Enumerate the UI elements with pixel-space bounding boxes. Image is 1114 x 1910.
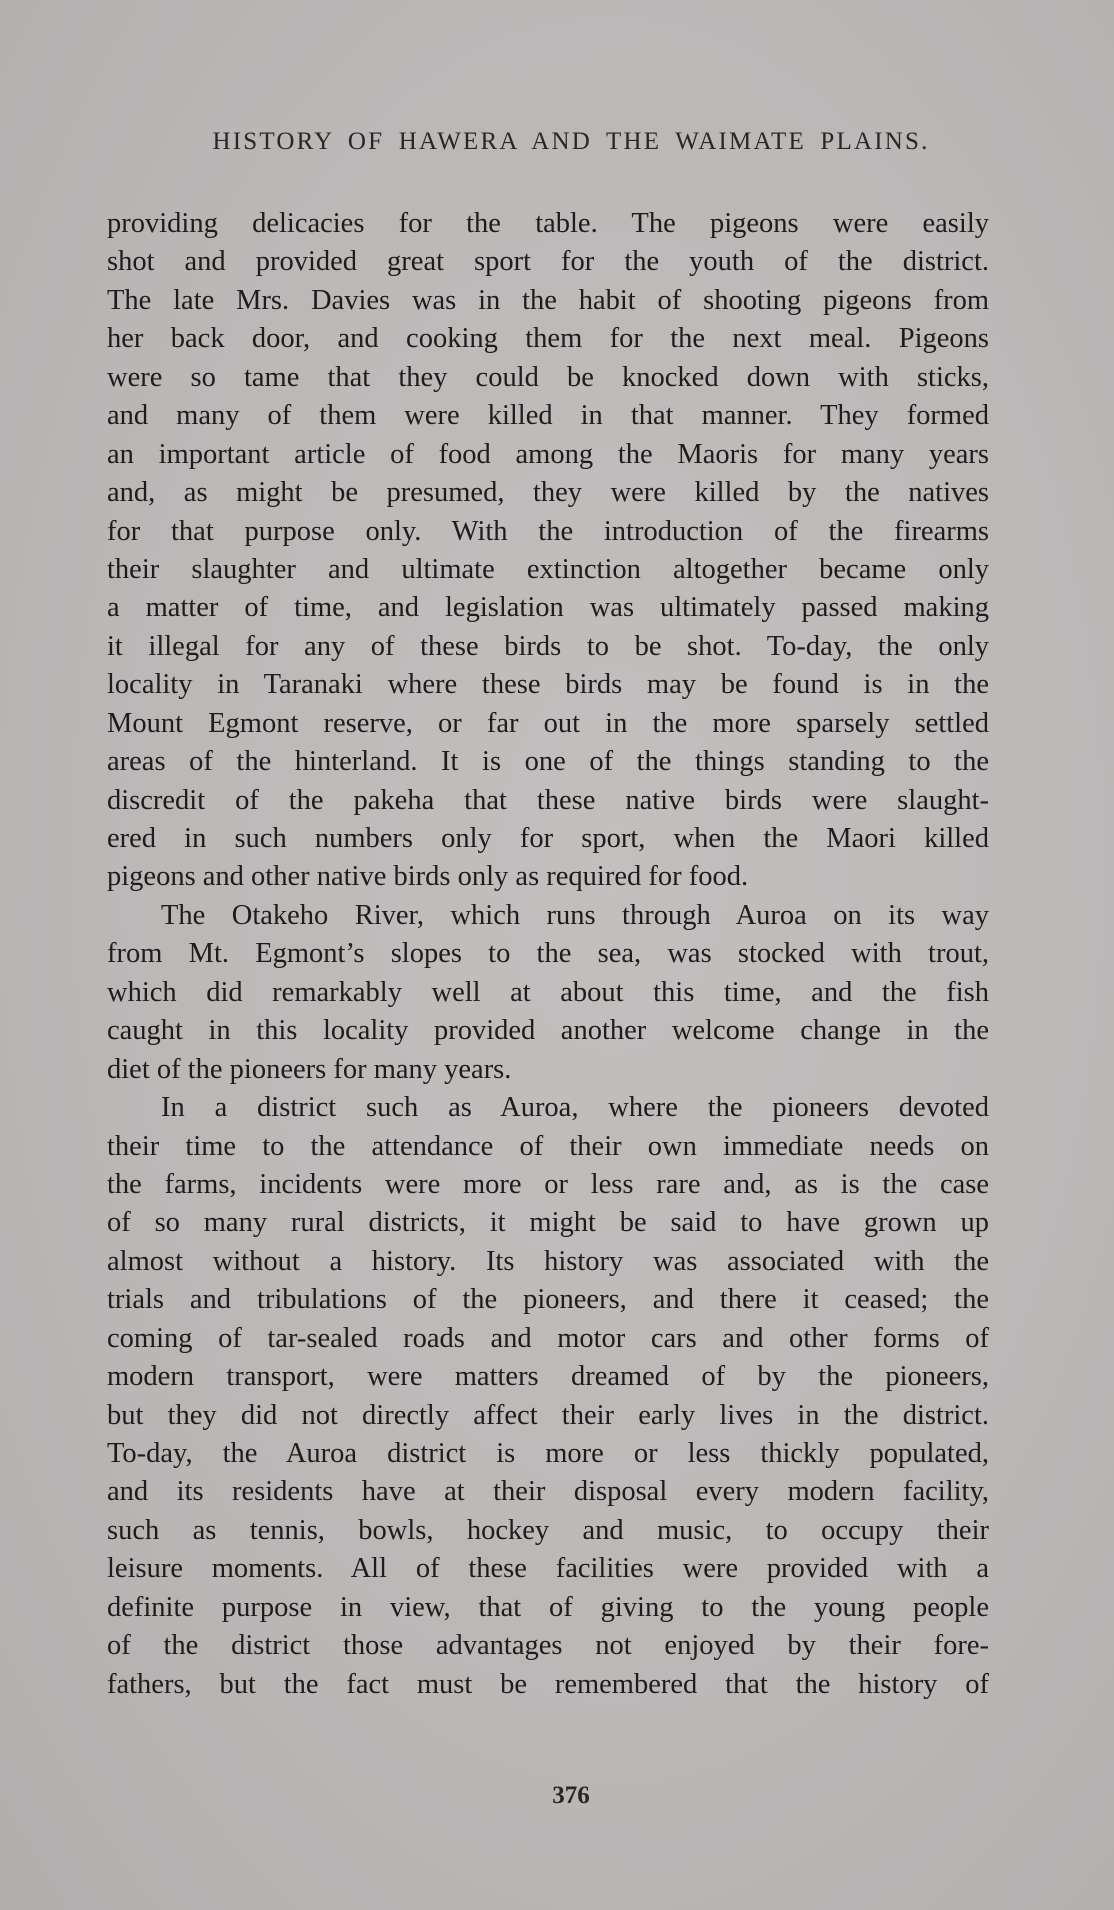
text-line: ered in such numbers only for sport, when the Maori killed [107,823,989,854]
text-line: modern transport, were matters dreamed of by the pioneers, [107,1361,989,1393]
text-line: locality in Taranaki where these birds may be found is in the [107,669,989,701]
text-line: which did remarkably well at about this time, and the fish [107,976,989,1008]
text-line: for that purpose only. With the introduction of the firearms [107,515,989,547]
text-line: diet of the pioneers for many years. [107,1053,512,1085]
text-line: from Mt. Egmont’s slopes to the sea, was stocked with trout, [107,938,989,970]
text-line: such as tennis, bowls, hockey and music, to occupy their [107,1514,989,1546]
text-line: it illegal for any of these birds to be shot. To-day, the only [107,630,989,662]
text-line: caught in this locality provided another welcome change in the [107,1015,989,1047]
text-line: areas of the hinterland. It is one of the things standing to the [107,746,989,778]
text-line: To-day, the Auroa district is more or less thickly populated, [107,1438,989,1469]
text-line: their time to the attendance of their own immediate needs on [107,1130,989,1162]
text-line: and its residents have at their disposal every modern facility, [107,1476,989,1508]
text-line: shot and provided great sport for the youth of the district. [107,246,989,278]
paragraph-3 [107,1089,989,1704]
text-line: discredit of the pakeha that these native birds were slaught- [107,784,989,816]
text-line: leisure moments. All of these facilities were provided with a [107,1553,989,1585]
text-line: trials and tribulations of the pioneers, and there it ceased; the [107,1284,989,1316]
text-line: The late Mrs. Davies was in the habit of shooting pigeons from [107,284,989,316]
text-line: were so tame that they could be knocked down with sticks, [107,361,989,393]
text-line: an important article of food among the Maoris for many years [107,438,989,470]
body-text [107,205,989,1704]
text-line: coming of tar-sealed roads and motor cars and other forms of [107,1322,989,1354]
text-line: a matter of time, and legislation was ultimately passed making [107,592,989,624]
text-line: fathers, but the fact must be remembered that the history of [107,1668,989,1700]
text-line: providing delicacies for the table. The pigeons were easily [107,208,989,239]
text-line: her back door, and cooking them for the next meal. Pigeons [107,323,989,355]
text-line: their slaughter and ultimate extinction altogether became only [107,553,989,585]
text-line: the farms, incidents were more or less rare and, as is the case [107,1168,989,1200]
running-head: HISTORY OF HAWERA AND THE WAIMATE PLAINS. [212,128,930,155]
paragraph-1 [107,205,989,897]
text-line: and, as might be presumed, they were killed by the natives [107,477,989,509]
text-line: The Otakeho River, which runs through Auroa on its way [161,899,989,931]
text-line: In a district such as Auroa, where the pioneers devoted [161,1092,989,1124]
page-number: 376 [552,1782,590,1809]
text-line: of so many rural districts, it might be said to have grown up [107,1207,989,1239]
text-line: definite purpose in view, that of giving to the young people [107,1591,989,1623]
paragraph-2 [107,897,989,1089]
text-line: pigeons and other native birds only as required for food. [107,861,749,893]
text-line: of the district those advantages not enjoyed by their fore- [107,1630,989,1662]
text-line: and many of them were killed in that manner. They formed [107,400,989,432]
text-line: almost without a history. Its history was associated with the [107,1245,989,1277]
text-line: but they did not directly affect their early lives in the district. [107,1399,989,1431]
text-line: Mount Egmont reserve, or far out in the more sparsely settled [107,707,989,739]
